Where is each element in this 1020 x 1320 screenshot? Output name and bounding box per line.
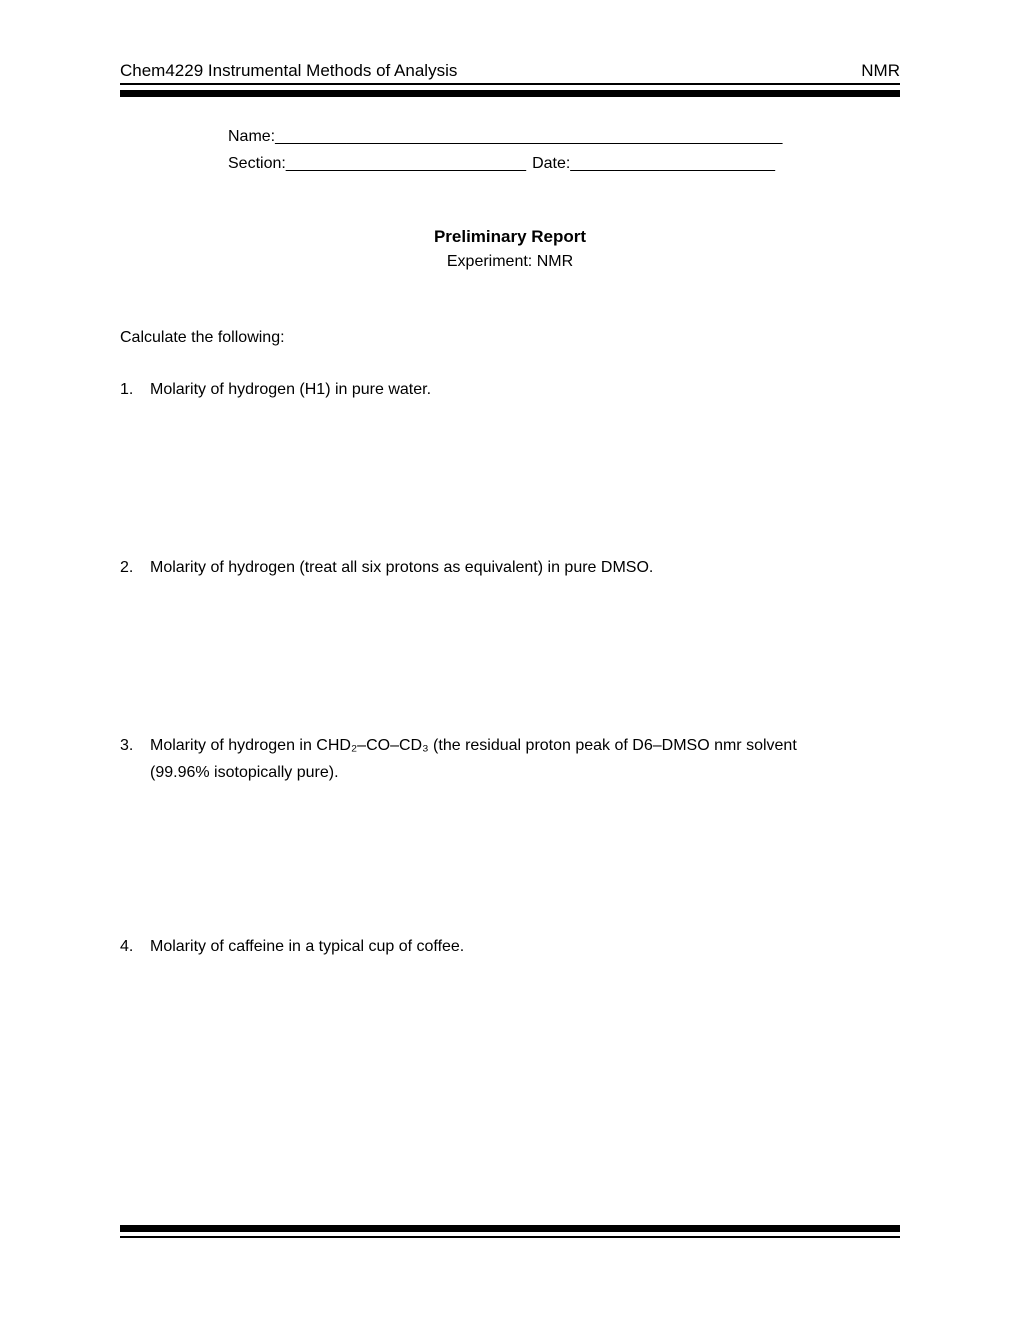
question-2-line-1: Molarity of hydrogen (treat all six protons as equivalent) in pure DMSO. — [150, 559, 654, 576]
header-course-title: Chem4229 Instrumental Methods of Analysis — [120, 61, 458, 80]
instructions-text: Calculate the following: — [120, 329, 285, 346]
header-rule-thin — [120, 83, 900, 85]
question-1-line-1: Molarity of hydrogen (H1) in pure water. — [150, 381, 432, 398]
section-label: Section: — [228, 155, 286, 172]
question-4-text — [150, 933, 900, 960]
question-4 — [120, 933, 900, 960]
footer-rule-thin — [120, 1236, 900, 1238]
title-block — [120, 226, 900, 273]
section-blank-line: ___________________________ — [285, 155, 527, 172]
header-topic: NMR — [861, 61, 900, 80]
date-label: Date: — [532, 155, 571, 172]
question-4-number: 4. — [120, 938, 134, 955]
question-1 — [120, 376, 900, 403]
name-line — [228, 123, 900, 150]
question-3-line-1: Molarity of hydrogen in CHD₂–CO–CD₃ (the residual proton peak of D6–DMSO nmr solvent — [150, 737, 797, 754]
student-info-block — [228, 123, 900, 177]
question-4-line-1: Molarity of caffeine in a typical cup of coffee. — [150, 938, 465, 955]
date-blank-line: _______________________ — [570, 155, 775, 172]
experiment-subtitle: Experiment: NMR — [446, 253, 574, 270]
page-header — [120, 0, 900, 81]
question-3 — [120, 732, 900, 786]
header-rule-thick — [120, 90, 900, 97]
question-2 — [120, 554, 900, 581]
question-3-text — [150, 732, 900, 786]
name-blank-line: _________________________________________________________ — [275, 128, 783, 145]
name-label: Name: — [228, 128, 276, 145]
report-title: Preliminary Report — [433, 227, 587, 246]
question-3-line-2: (99.96% isotopically pure). — [150, 764, 339, 781]
section-date-line — [228, 150, 900, 177]
question-2-number: 2. — [120, 559, 134, 576]
question-1-number: 1. — [120, 381, 134, 398]
footer-rule-thick — [120, 1225, 900, 1232]
question-2-text — [150, 554, 900, 581]
question-1-text — [150, 376, 900, 403]
footer-rule — [120, 1225, 900, 1238]
question-3-number: 3. — [120, 737, 134, 754]
